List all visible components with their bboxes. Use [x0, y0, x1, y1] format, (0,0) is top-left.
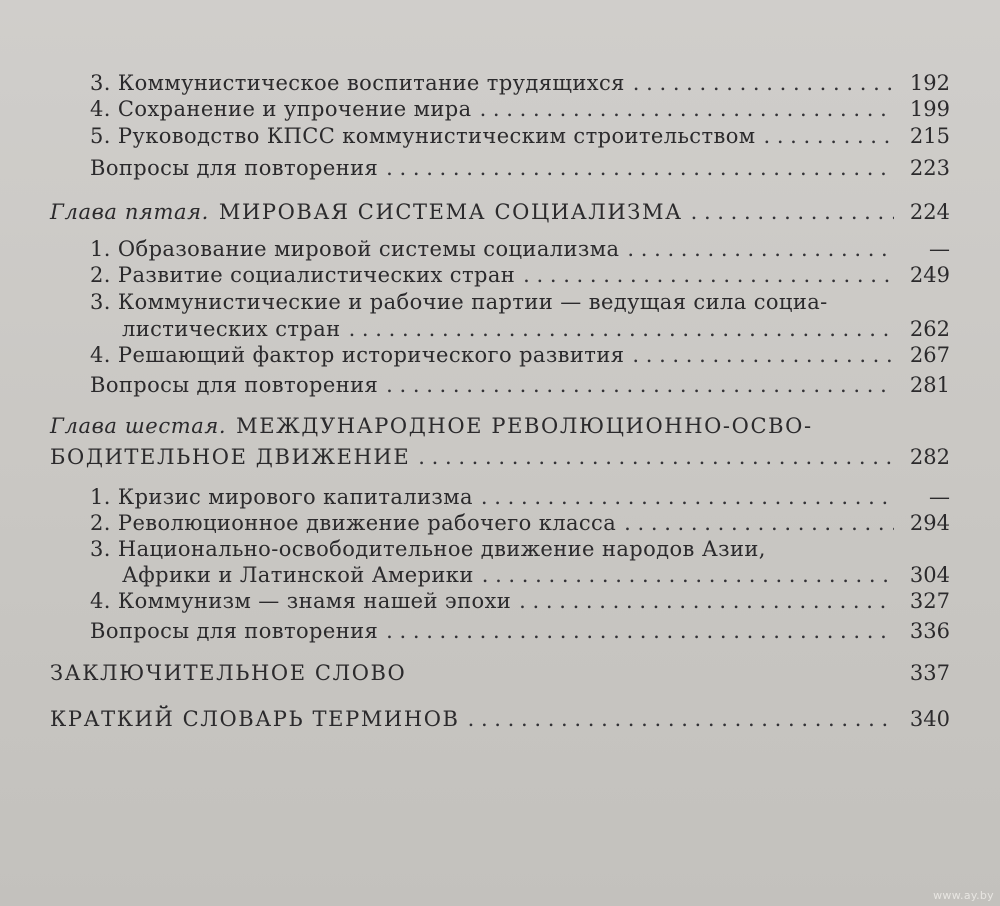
dot-leader	[386, 155, 894, 181]
toc-entry-text: 1. Образование мировой системы социализма	[90, 237, 620, 261]
toc-entry-3	[90, 70, 950, 96]
toc-entry-4	[90, 588, 950, 614]
toc-page-number: 337	[909, 661, 950, 685]
toc-review-questions	[90, 372, 950, 398]
toc-page-number: 215	[909, 124, 950, 148]
dot-leader	[627, 236, 894, 262]
toc-page-number: 224	[909, 200, 950, 224]
site-watermark: www.ay.by	[933, 889, 994, 902]
dot-leader	[349, 316, 894, 342]
dot-leader	[763, 123, 894, 149]
chapter-title: МЕЖДУНАРОДНОЕ РЕВОЛЮЦИОННО-ОСВО-	[236, 414, 813, 438]
toc-conclusion	[50, 660, 950, 686]
dot-leader	[691, 199, 894, 225]
toc-entry-5	[90, 123, 950, 149]
toc-page-number: 262	[909, 317, 950, 341]
dot-leader	[523, 262, 894, 288]
dot-leader	[468, 706, 894, 732]
chapter-6-heading-line2	[50, 444, 950, 470]
toc-entry-text: Вопросы для повторения	[90, 373, 379, 397]
toc-page-number: 249	[909, 263, 950, 287]
toc-entry-text: 5. Руководство КПСС коммунистическим строительством	[90, 124, 756, 148]
toc-entry-text: Вопросы для повторения	[90, 619, 379, 643]
chapter-5-heading	[50, 199, 950, 225]
toc-page-number: —	[929, 237, 950, 261]
dot-leader	[481, 484, 894, 510]
toc-page-number: 223	[909, 156, 950, 180]
toc-entry-text: 3. Коммунистическое воспитание трудящихся	[90, 71, 625, 95]
toc-entry-3-line1: 3. Национально-освободительное движение народов Азии,	[90, 537, 766, 561]
dot-leader	[482, 562, 894, 588]
chapter-6-heading-line1	[50, 413, 950, 439]
toc-page-number: 304	[909, 563, 950, 587]
toc-entry-3-line1: 3. Коммунистические и рабочие партии — ведущая сила социа-	[90, 290, 828, 314]
dot-leader	[386, 618, 894, 644]
toc-page-number: 267	[909, 343, 950, 367]
dot-leader	[386, 372, 894, 398]
dot-leader	[633, 70, 894, 96]
conclusion-title: ЗАКЛЮЧИТЕЛЬНОЕ СЛОВО	[50, 661, 407, 685]
toc-entry-3-line2	[122, 562, 950, 588]
toc-review-questions	[90, 155, 950, 181]
toc-page-number: 327	[909, 589, 950, 613]
toc-entry-text: Вопросы для повторения	[90, 156, 379, 180]
toc-entry-text: 2. Развитие социалистических стран	[90, 263, 516, 287]
glossary-title: КРАТКИЙ СЛОВАРЬ ТЕРМИНОВ	[50, 707, 460, 731]
toc-glossary	[50, 706, 950, 732]
toc-page-number: 282	[909, 445, 950, 469]
toc-entry-text: 2. Революционное движение рабочего класса	[90, 511, 617, 535]
toc-page-number: 192	[909, 71, 950, 95]
toc-entry-1	[90, 236, 950, 262]
toc-entry-2	[90, 510, 950, 536]
dot-leader	[624, 510, 894, 536]
dot-leader	[418, 444, 894, 470]
toc-page-number: —	[929, 485, 950, 509]
toc-entry-text: листических стран	[122, 317, 341, 341]
toc-entry-text: Африки и Латинской Америки	[122, 563, 474, 587]
toc-entry-text: 1. Кризис мирового капитализма	[90, 485, 473, 509]
dot-leader	[519, 588, 894, 614]
chapter-title: БОДИТЕЛЬНОЕ ДВИЖЕНИЕ	[50, 445, 411, 469]
dot-leader	[480, 96, 894, 122]
toc-entry-3-line2	[122, 316, 950, 342]
chapter-label: Глава пятая.	[50, 200, 209, 224]
toc-page-number: 281	[909, 373, 950, 397]
toc-page-number: 199	[909, 97, 950, 121]
toc-entry-text: 4. Сохранение и упрочение мира	[90, 97, 472, 121]
chapter-title: МИРОВАЯ СИСТЕМА СОЦИАЛИЗМА	[218, 200, 683, 224]
toc-page-number: 340	[909, 707, 950, 731]
toc-entry-1	[90, 484, 950, 510]
toc-page-number: 336	[909, 619, 950, 643]
dot-leader	[632, 342, 894, 368]
toc-page-number: 294	[909, 511, 950, 535]
chapter-label: Глава шестая.	[50, 414, 227, 438]
toc-entry-2	[90, 262, 950, 288]
toc-entry-4	[90, 96, 950, 122]
toc-entry-text: 4. Решающий фактор исторического развития	[90, 343, 625, 367]
toc-entry-4	[90, 342, 950, 368]
toc-review-questions	[90, 618, 950, 644]
toc-entry-text: 4. Коммунизм — знамя нашей эпохи	[90, 589, 512, 613]
